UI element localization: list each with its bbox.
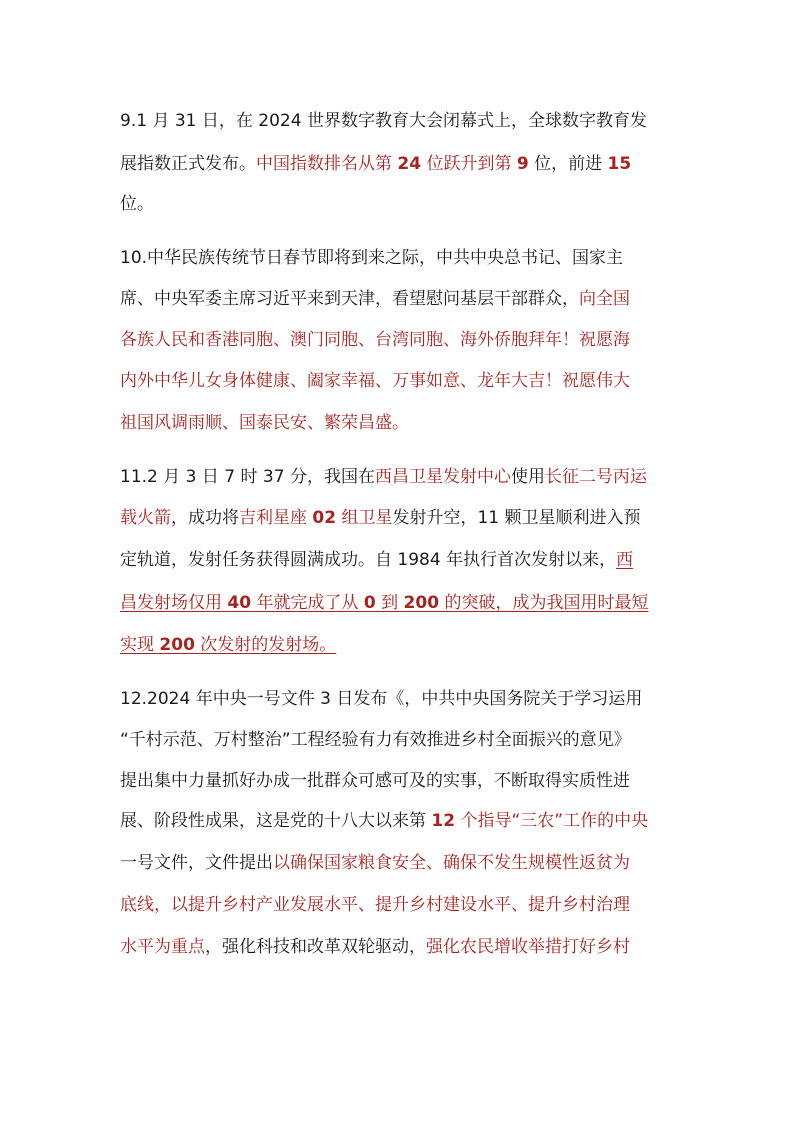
text-line (120, 848, 700, 878)
highlighted-text: 中国指数排名从第 (256, 154, 398, 174)
highlighted-number: 24 (397, 154, 422, 174)
text-line (120, 545, 700, 575)
highlighted-number: 12 (431, 811, 456, 831)
text-line (120, 408, 700, 438)
text-run: 12.2024 年中央一号文件 3 日发布《，中共中央国务院关于学习运用 (120, 689, 643, 709)
highlighted-number: 15 (607, 154, 632, 174)
text-run: 10.中华民族传统节日春节即将到来之际，中共中央总书记、国家主 (120, 248, 624, 268)
underlined-text: 西 (616, 550, 634, 570)
underlined-text: 实现 (120, 635, 160, 655)
text-run: 一号文件，文件提出 (120, 853, 273, 873)
text-line (120, 366, 700, 396)
text-line (120, 932, 700, 962)
text-run: 位，前进 (528, 154, 608, 174)
highlighted-text: 底线，以提升乡村产业发展水平、提升乡村建设水平、提升乡村治理 (120, 895, 630, 915)
text-line (120, 684, 700, 714)
underlined-number: 40 (227, 593, 252, 613)
text-line (120, 725, 700, 755)
highlighted-text: 组卫星 (336, 508, 393, 528)
underlined-number: 200 (403, 593, 440, 613)
text-run: 发射升空，11 颗卫星顺利进入预 (392, 508, 641, 528)
underlined-text: 的突破，成为我国用时最短 (439, 593, 649, 613)
underlined-text: 到 (375, 593, 404, 613)
text-run: 使用 (510, 467, 545, 487)
highlighted-text: 吉利星座 (239, 508, 313, 528)
text-line (120, 106, 700, 136)
text-run: 位。 (120, 194, 154, 214)
text-run: 展指数正式发布。 (120, 154, 256, 174)
text-run: “千村示范、万村整治”工程经验有力有效推进乡村全面振兴的意见》 (120, 730, 631, 750)
underlined-text: 次发射的发射场。 (194, 635, 337, 655)
text-run: 9.1 月 31 日，在 2024 世界数字教育大会闭幕式上，全球数字教育发 (120, 111, 647, 131)
text-line (120, 149, 700, 179)
text-line (120, 462, 700, 492)
highlighted-text: 强化农民增收举措打好乡村 (426, 937, 630, 957)
highlighted-text: 内外中华儿女身体健康、阖家幸福、万事如意、龙年大吉！祝愿伟大 (120, 371, 630, 391)
underlined-number: 0 (363, 593, 376, 613)
highlighted-number: 9 (516, 154, 529, 174)
text-line (120, 189, 700, 219)
highlighted-text: 载火箭 (120, 508, 171, 528)
underlined-number: 200 (159, 635, 195, 655)
highlighted-text: 各族人民和香港同胞、澳门同胞、台湾同胞、海外侨胞拜年！祝愿海 (120, 330, 630, 350)
highlighted-text: 个指导“三农”工作的中央 (455, 811, 649, 831)
highlighted-text: 长征二号丙运 (544, 467, 647, 487)
highlighted-text: 水平为重点 (120, 937, 205, 957)
text-line (120, 766, 700, 796)
text-line (120, 284, 700, 314)
text-run: 展、阶段性成果，这是党的十八大以来第 (120, 811, 432, 831)
text-line (120, 806, 700, 836)
underlined-text: 年就完成了从 (251, 593, 364, 613)
text-line (120, 588, 700, 618)
text-run: 提出集中力量抓好办成一批群众可感可及的实事，不断取得实质性进 (120, 771, 630, 791)
underlined-text: 昌发射场仅用 (120, 593, 228, 613)
text-run: ，强化科技和改革双轮驱动， (205, 937, 426, 957)
text-line (120, 890, 700, 920)
text-run: 定轨道，发射任务获得圆满成功。自 1984 年执行首次发射以来， (120, 550, 617, 570)
highlighted-text: 向全国 (579, 289, 630, 309)
text-line (120, 325, 700, 355)
text-run: 11.2 月 3 日 7 时 37 分，我国在 (120, 467, 375, 487)
text-line (120, 243, 700, 273)
highlighted-text: 西昌卫星发射中心 (374, 467, 511, 487)
text-line (120, 630, 700, 660)
highlighted-text: 祖国风调雨顺、国泰民安、繁荣昌盛。 (120, 413, 409, 433)
highlighted-text: 以确保国家粮食安全、确保不发生规模性返贫为 (273, 853, 630, 873)
highlighted-text: 位跃升到第 (421, 154, 517, 174)
text-run: ，成功将 (171, 508, 239, 528)
highlighted-number: 02 (312, 508, 337, 528)
text-run: 席、中央军委主席习近平来到天津，看望慰问基层干部群众， (120, 289, 579, 309)
text-line (120, 503, 700, 533)
